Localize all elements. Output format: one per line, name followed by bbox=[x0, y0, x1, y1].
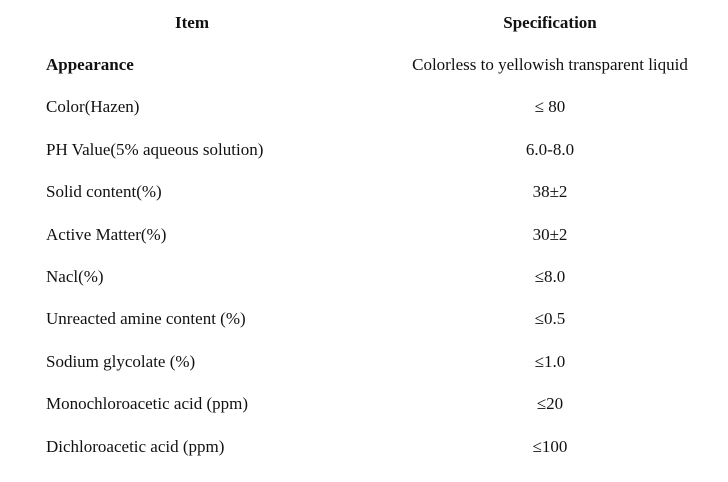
table-row bbox=[0, 256, 728, 298]
table-row bbox=[0, 214, 728, 256]
item-cell: Unreacted amine content (%) bbox=[46, 309, 246, 329]
item-cell: Active Matter(%) bbox=[46, 224, 167, 244]
table-row bbox=[0, 298, 728, 340]
item-cell: Nacl(%) bbox=[46, 266, 104, 286]
item-cell: Solid content(%) bbox=[46, 182, 162, 202]
table-row bbox=[0, 86, 728, 128]
item-cell: PH Value(5% aqueous solution) bbox=[46, 139, 264, 159]
table-row bbox=[0, 426, 728, 468]
table-row bbox=[0, 383, 728, 425]
item-cell: Color(Hazen) bbox=[46, 97, 140, 117]
specification-column-header: Specification bbox=[503, 13, 597, 32]
specification-cell: ≤20 bbox=[536, 394, 564, 414]
item-cell: Sodium glycolate (%) bbox=[46, 351, 196, 371]
specification-cell: ≤ 80 bbox=[534, 97, 566, 117]
specification-cell: 30±2 bbox=[532, 224, 568, 244]
specification-cell: ≤100 bbox=[532, 436, 568, 456]
item-cell: Dichloroacetic acid (ppm) bbox=[46, 436, 225, 456]
table-row bbox=[0, 129, 728, 171]
item-column-header: Item bbox=[175, 13, 209, 32]
specification-cell: ≤8.0 bbox=[534, 266, 566, 286]
item-cell: Appearance bbox=[46, 55, 134, 74]
table-header-row bbox=[0, 0, 728, 44]
specification-cell: ≤0.5 bbox=[534, 309, 566, 329]
table-row bbox=[0, 44, 728, 86]
table-row bbox=[0, 341, 728, 383]
item-cell: Monochloroacetic acid (ppm) bbox=[46, 394, 249, 414]
specification-cell: Colorless to yellowish transparent liquid bbox=[412, 55, 688, 74]
specification-cell: 38±2 bbox=[532, 182, 568, 202]
table-row bbox=[0, 171, 728, 213]
specification-cell: 6.0-8.0 bbox=[525, 139, 575, 159]
specification-cell: ≤1.0 bbox=[534, 351, 566, 371]
